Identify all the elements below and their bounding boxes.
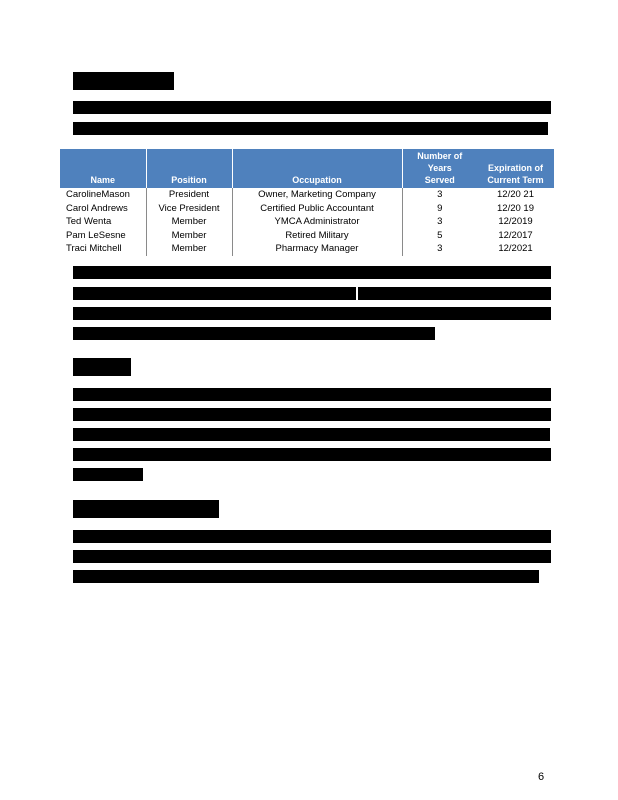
- redacted-text-line: [73, 428, 550, 441]
- table-header-row: [60, 149, 554, 188]
- cell-occupation: Owner, Marketing Company: [232, 188, 402, 202]
- cell-expiration: 12/2021: [498, 243, 533, 254]
- years-header-line: Years: [427, 163, 452, 173]
- redacted-text-line: [73, 408, 551, 421]
- cell-position: Member: [146, 229, 232, 243]
- column-header-occupation: Occupation: [232, 149, 402, 188]
- table-row: [60, 202, 554, 216]
- redacted-heading-1: [73, 72, 174, 90]
- redacted-text-line: [73, 448, 551, 461]
- cell-expiration: 12/20 21: [497, 189, 534, 200]
- expiration-header-line: Expiration of: [487, 163, 543, 173]
- cell-occupation: Retired Military: [232, 229, 402, 243]
- cell-position: President: [146, 188, 232, 202]
- years-header-line: Number of: [417, 151, 463, 161]
- redacted-text-line: [358, 287, 551, 300]
- column-header-name: Name: [60, 149, 146, 188]
- cell-name: Traci Mitchell: [60, 242, 146, 256]
- expiration-header-line: Current Term: [487, 175, 544, 185]
- redacted-heading-3: [73, 500, 219, 518]
- column-header-expiration: [477, 149, 554, 188]
- redacted-text-line: [73, 327, 435, 340]
- redacted-text-line: [73, 570, 539, 583]
- table-row: [60, 188, 554, 202]
- cell-name: CarolineMason: [60, 188, 146, 202]
- redacted-text-line: [73, 122, 548, 135]
- redacted-text-line: [73, 287, 356, 300]
- redacted-text-line: [73, 388, 551, 401]
- cell-occupation: YMCA Administrator: [232, 215, 402, 229]
- cell-years: 3: [437, 243, 443, 254]
- column-header-position: Position: [146, 149, 232, 188]
- redacted-text-line: [73, 530, 551, 543]
- cell-name: Ted Wenta: [60, 215, 146, 229]
- redacted-heading-2: [73, 358, 131, 376]
- cell-years: 3: [437, 216, 443, 227]
- cell-expiration: 12/2017: [498, 229, 533, 241]
- cell-expiration: 12/20 19: [497, 202, 534, 214]
- column-header-years-served: [402, 149, 477, 188]
- table-row: [60, 242, 554, 256]
- redacted-text-line: [73, 307, 551, 320]
- redacted-text-line: [73, 101, 551, 114]
- cell-name: Carol Andrews: [60, 202, 146, 216]
- table-row: [60, 215, 554, 229]
- cell-position: Vice President: [146, 202, 232, 216]
- cell-position: Member: [146, 215, 232, 229]
- board-members-table: [60, 149, 554, 255]
- cell-years: 9: [437, 202, 443, 214]
- cell-position: Member: [146, 242, 232, 256]
- cell-years: 5: [437, 229, 443, 241]
- years-header-line: Served: [424, 175, 455, 185]
- redacted-text-line: [73, 550, 551, 563]
- cell-name: Pam LeSesne: [60, 229, 146, 243]
- table-row: [60, 229, 554, 243]
- page-number: 6: [538, 771, 545, 783]
- cell-expiration: 12/2019: [498, 216, 533, 227]
- cell-occupation: Pharmacy Manager: [232, 242, 402, 256]
- cell-occupation: Certified Public Accountant: [232, 202, 402, 216]
- cell-years: 3: [437, 189, 443, 200]
- redacted-text-line: [73, 468, 143, 481]
- redacted-text-line: [73, 266, 551, 279]
